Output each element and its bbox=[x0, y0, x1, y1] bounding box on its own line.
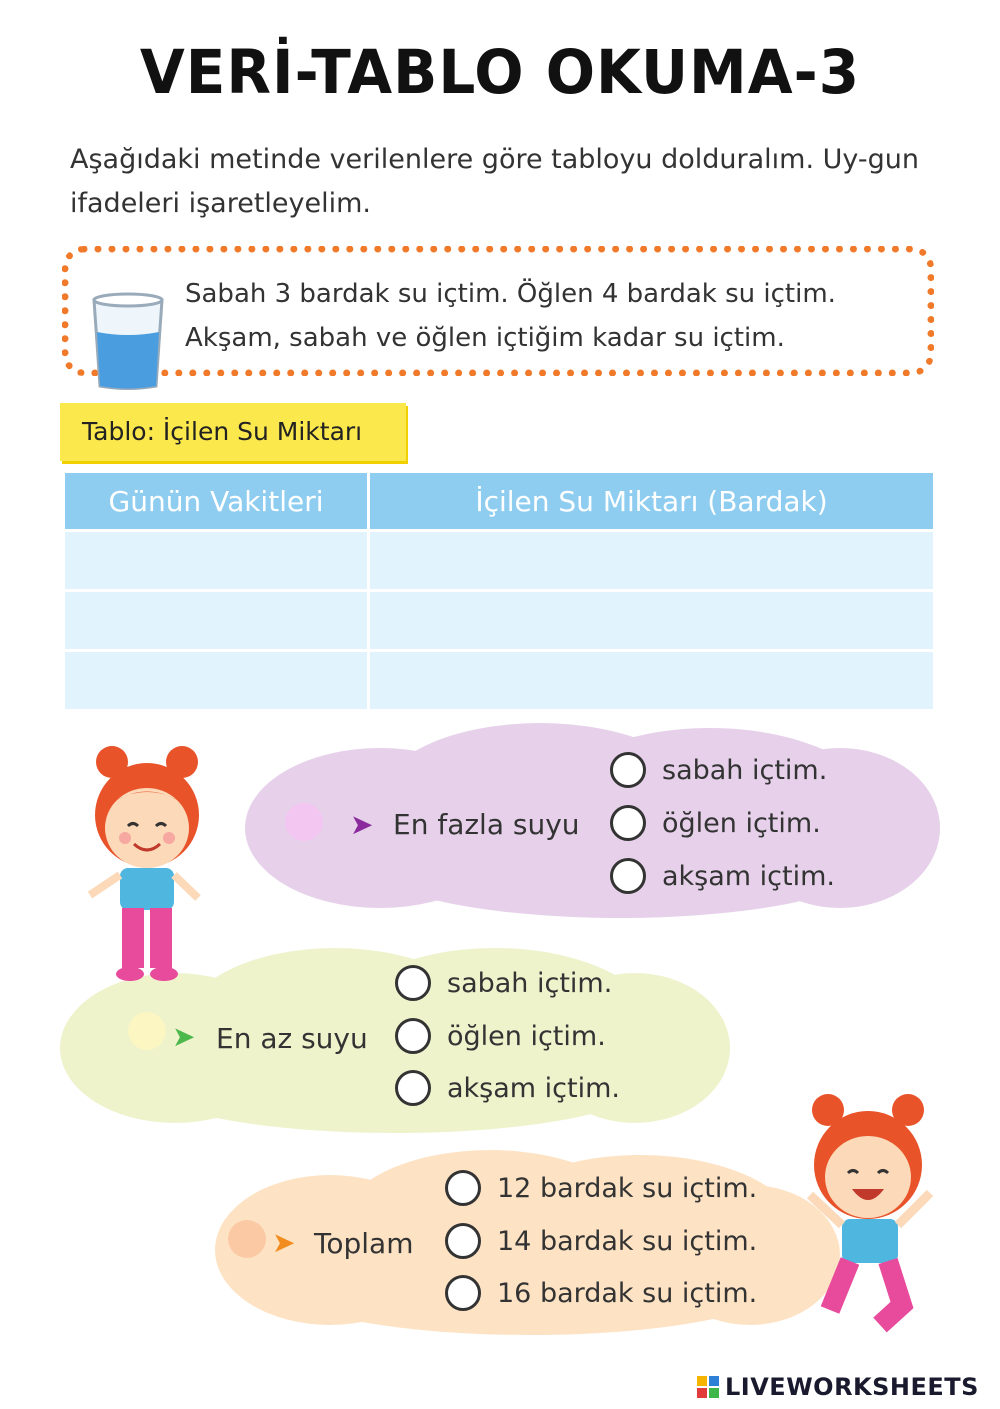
header-time-of-day: Günün Vakitleri bbox=[64, 472, 369, 531]
option-most-noon[interactable] bbox=[610, 805, 821, 841]
radio-circle[interactable] bbox=[610, 805, 646, 841]
option-most-evening[interactable] bbox=[610, 858, 835, 894]
table-cell[interactable] bbox=[369, 591, 935, 651]
option-label: akşam içtim. bbox=[662, 860, 835, 892]
yellow-dot-icon bbox=[128, 1012, 166, 1050]
arrow-right-icon: ➤ bbox=[350, 808, 374, 841]
option-label: 14 bardak su içtim. bbox=[497, 1225, 758, 1257]
option-label: 12 bardak su içtim. bbox=[497, 1172, 758, 1204]
option-most-morning[interactable] bbox=[610, 752, 827, 788]
instruction-text: Aşağıdaki metinde verilenlere göre tabloyu dolduralım. Uy-gun ifadeleri işaretleyelim. bbox=[70, 144, 920, 219]
option-total-12[interactable] bbox=[445, 1170, 757, 1206]
question-most-water-label: En fazla suyu bbox=[393, 808, 580, 841]
question-least-water-label: En az suyu bbox=[216, 1022, 368, 1055]
arrow-right-icon: ➤ bbox=[272, 1226, 296, 1259]
table-row bbox=[64, 651, 935, 711]
table-cell[interactable] bbox=[369, 531, 935, 591]
option-total-16[interactable] bbox=[445, 1275, 757, 1311]
radio-circle[interactable] bbox=[445, 1170, 481, 1206]
radio-circle[interactable] bbox=[445, 1223, 481, 1259]
header-water-amount: İçilen Su Miktarı (Bardak) bbox=[369, 472, 935, 531]
option-label: 16 bardak su içtim. bbox=[497, 1277, 758, 1309]
story-line-1: Sabah 3 bardak su içtim. Öğlen 4 bardak su içtim. bbox=[185, 279, 836, 309]
story-line-2: Akşam, sabah ve öğlen içtiğim kadar su içtim. bbox=[185, 323, 785, 353]
option-label: öğlen içtim. bbox=[662, 807, 821, 839]
option-least-evening[interactable] bbox=[395, 1070, 620, 1106]
radio-circle[interactable] bbox=[610, 752, 646, 788]
table-cell[interactable] bbox=[64, 591, 369, 651]
option-least-morning[interactable] bbox=[395, 965, 612, 1001]
table-caption: Tablo: İçilen Su Miktarı bbox=[60, 403, 406, 461]
option-least-noon[interactable] bbox=[395, 1018, 606, 1054]
option-label: sabah içtim. bbox=[447, 967, 613, 999]
radio-circle[interactable] bbox=[395, 1018, 431, 1054]
table-row bbox=[64, 531, 935, 591]
table-row bbox=[64, 591, 935, 651]
table-cell[interactable] bbox=[64, 531, 369, 591]
liveworksheets-logo-icon bbox=[697, 1376, 719, 1398]
footer-brand bbox=[697, 1373, 979, 1401]
question-total-label: Toplam bbox=[314, 1227, 414, 1260]
footer-brand-text: LIVEWORKSHEETS bbox=[725, 1373, 979, 1401]
option-label: sabah içtim. bbox=[662, 754, 828, 786]
girl-illustration-icon bbox=[70, 740, 220, 985]
water-glass-icon bbox=[88, 292, 168, 392]
story-text bbox=[185, 272, 925, 360]
pink-dot-icon bbox=[285, 803, 323, 841]
jumping-girl-illustration-icon bbox=[790, 1085, 950, 1345]
table-cell[interactable] bbox=[369, 651, 935, 711]
option-total-14[interactable] bbox=[445, 1223, 757, 1259]
option-label: akşam içtim. bbox=[447, 1072, 620, 1104]
option-label: öğlen içtim. bbox=[447, 1020, 606, 1052]
water-table bbox=[62, 470, 936, 712]
radio-circle[interactable] bbox=[445, 1275, 481, 1311]
arrow-right-icon: ➤ bbox=[172, 1020, 196, 1053]
table-cell[interactable] bbox=[64, 651, 369, 711]
page-title: VERİ-TABLO OKUMA-3 bbox=[139, 36, 861, 108]
orange-dot-icon bbox=[228, 1220, 266, 1258]
radio-circle[interactable] bbox=[395, 965, 431, 1001]
radio-circle[interactable] bbox=[610, 858, 646, 894]
purple-cloud-shape bbox=[240, 718, 945, 928]
radio-circle[interactable] bbox=[395, 1070, 431, 1106]
